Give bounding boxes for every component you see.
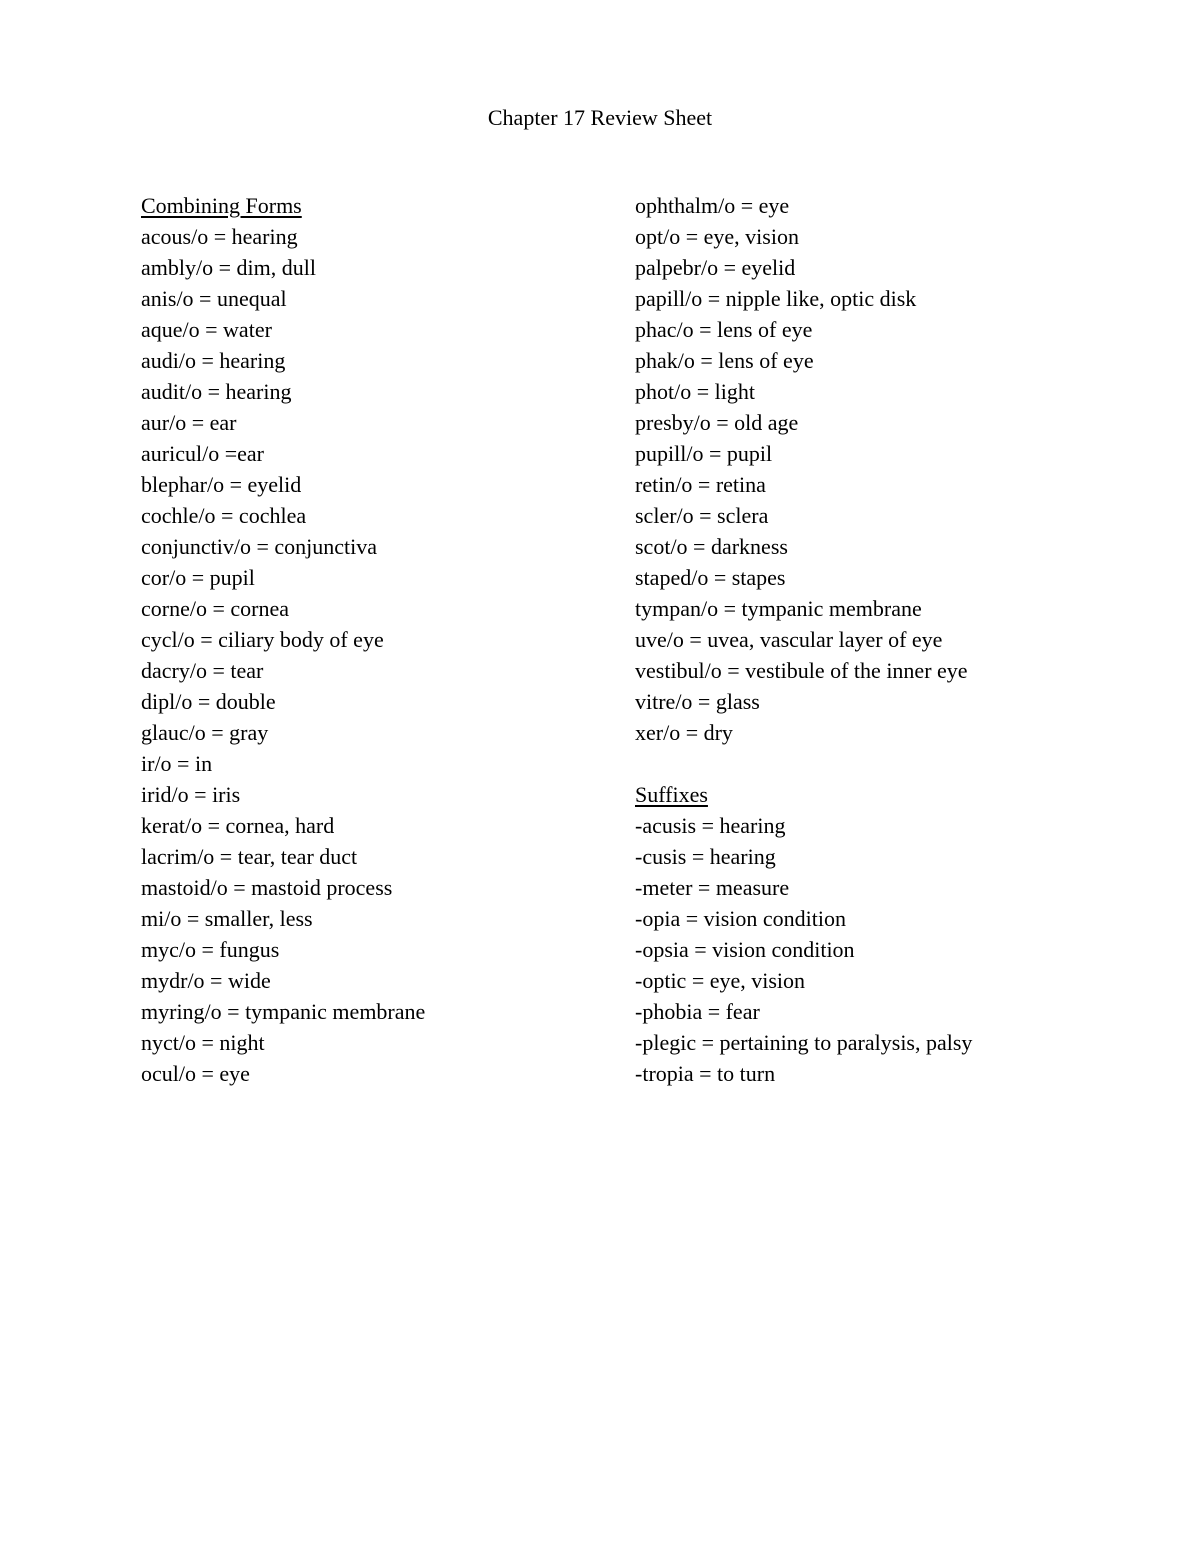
list-item: aur/o = ear <box>141 410 237 435</box>
list-item: aque/o = water <box>141 317 272 342</box>
list-item: audi/o = hearing <box>141 348 286 373</box>
list-item: glauc/o = gray <box>141 720 269 745</box>
list-item: ocul/o = eye <box>141 1061 250 1086</box>
list-item: xer/o = dry <box>635 720 733 745</box>
list-item: acous/o = hearing <box>141 224 298 249</box>
list-item: vitre/o = glass <box>635 689 760 714</box>
list-item: lacrim/o = tear, tear duct <box>141 844 358 869</box>
list-item: -phobia = fear <box>635 999 760 1024</box>
list-item: pupill/o = pupil <box>635 441 773 466</box>
list-item: -plegic = pertaining to paralysis, palsy <box>635 1030 973 1055</box>
list-item: auricul/o =ear <box>141 441 264 466</box>
list-item: blephar/o = eyelid <box>141 472 302 497</box>
list-item: -meter = measure <box>635 875 790 900</box>
list-item: palpebr/o = eyelid <box>635 255 796 280</box>
list-item: myc/o = fungus <box>141 937 280 962</box>
list-item: audit/o = hearing <box>141 379 292 404</box>
list-item: papill/o = nipple like, optic disk <box>635 286 917 311</box>
list-item: ir/o = in <box>141 751 213 776</box>
suffixes-heading: Suffixes <box>635 782 708 807</box>
list-item: dacry/o = tear <box>141 658 264 683</box>
list-item: myring/o = tympanic membrane <box>141 999 426 1024</box>
list-item: retin/o = retina <box>635 472 766 497</box>
list-item: cor/o = pupil <box>141 565 255 590</box>
list-item: -tropia = to turn <box>635 1061 776 1086</box>
list-item: staped/o = stapes <box>635 565 786 590</box>
list-item: kerat/o = cornea, hard <box>141 813 335 838</box>
list-item: corne/o = cornea <box>141 596 289 621</box>
combining-forms-heading: Combining Forms <box>141 193 302 218</box>
list-item: phac/o = lens of eye <box>635 317 813 342</box>
list-item: tympan/o = tympanic membrane <box>635 596 922 621</box>
list-item: presby/o = old age <box>635 410 799 435</box>
list-item: cochle/o = cochlea <box>141 503 307 528</box>
list-item: -opsia = vision condition <box>635 937 855 962</box>
list-item: nyct/o = night <box>141 1030 265 1055</box>
left-column <box>141 190 425 1089</box>
list-item: irid/o = iris <box>141 782 241 807</box>
list-item: cycl/o = ciliary body of eye <box>141 627 384 652</box>
section-spacer <box>635 748 972 779</box>
list-item: vestibul/o = vestibule of the inner eye <box>635 658 968 683</box>
list-item: opt/o = eye, vision <box>635 224 799 249</box>
list-item: mastoid/o = mastoid process <box>141 875 393 900</box>
list-item: phot/o = light <box>635 379 755 404</box>
list-item: dipl/o = double <box>141 689 276 714</box>
list-item: scler/o = sclera <box>635 503 769 528</box>
list-item: -opia = vision condition <box>635 906 846 931</box>
list-item: scot/o = darkness <box>635 534 788 559</box>
list-item: phak/o = lens of eye <box>635 348 814 373</box>
list-item: -optic = eye, vision <box>635 968 806 993</box>
list-item: -cusis = hearing <box>635 844 776 869</box>
list-item: mi/o = smaller, less <box>141 906 313 931</box>
list-item: conjunctiv/o = conjunctiva <box>141 534 378 559</box>
list-item: uve/o = uvea, vascular layer of eye <box>635 627 943 652</box>
list-item: ophthalm/o = eye <box>635 193 790 218</box>
list-item: ambly/o = dim, dull <box>141 255 316 280</box>
page-title: Chapter 17 Review Sheet <box>487 105 713 130</box>
list-item: mydr/o = wide <box>141 968 271 993</box>
list-item: -acusis = hearing <box>635 813 786 838</box>
right-column <box>635 190 972 1089</box>
list-item: anis/o = unequal <box>141 286 287 311</box>
